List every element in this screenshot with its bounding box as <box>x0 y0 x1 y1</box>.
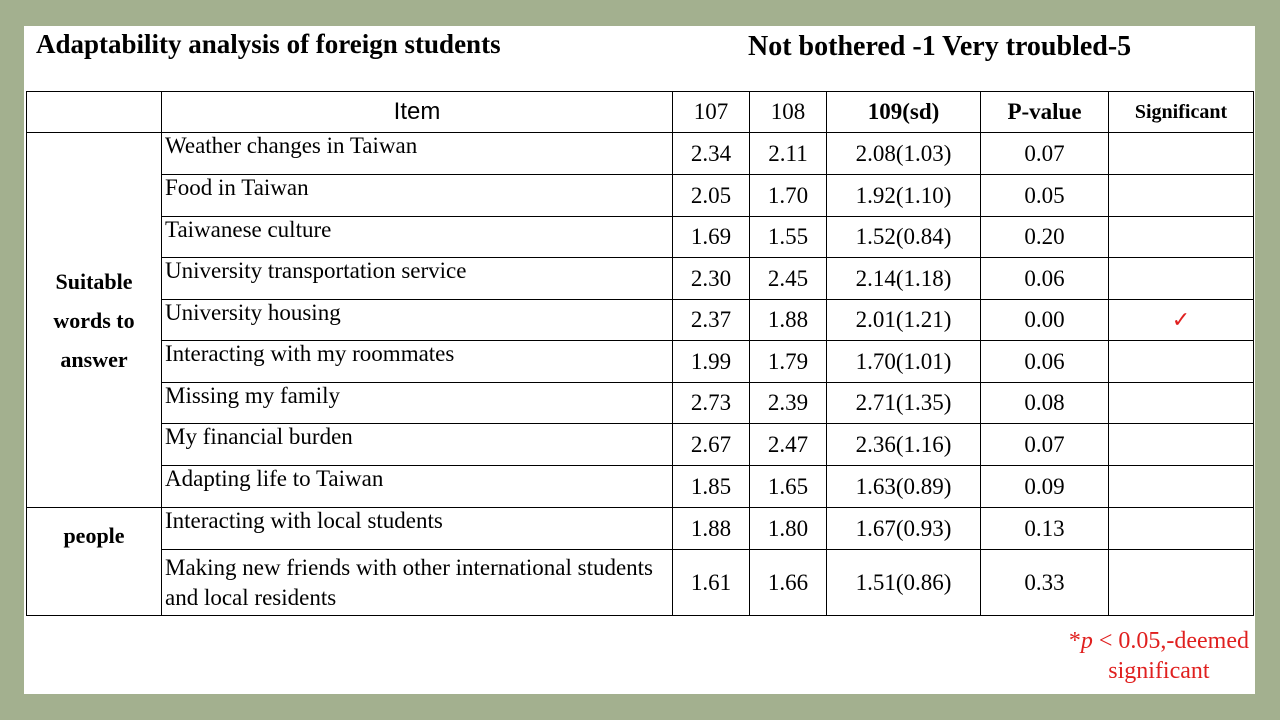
p-value: 0.08 <box>981 383 1109 424</box>
value-108: 2.45 <box>750 258 827 300</box>
header-p-value: P-value <box>981 92 1109 133</box>
table-body <box>27 133 1254 616</box>
value-108: 2.39 <box>750 383 827 424</box>
p-value: 0.13 <box>981 508 1109 550</box>
value-109: 1.51(0.86) <box>827 550 981 616</box>
item-cell: Weather changes in Taiwan <box>162 133 673 175</box>
value-109: 2.08(1.03) <box>827 133 981 175</box>
value-109: 2.14(1.18) <box>827 258 981 300</box>
value-108: 1.55 <box>750 217 827 258</box>
table-row <box>27 466 1254 508</box>
table-row <box>27 341 1254 383</box>
footnote <box>1069 626 1249 686</box>
value-109: 1.70(1.01) <box>827 341 981 383</box>
table-row <box>27 133 1254 175</box>
p-value: 0.06 <box>981 341 1109 383</box>
table-row <box>27 217 1254 258</box>
footnote-line-1 <box>1069 626 1249 656</box>
p-value: 0.00 <box>981 300 1109 341</box>
value-107: 2.34 <box>673 133 750 175</box>
footnote-p: p <box>1080 628 1093 654</box>
p-value: 0.09 <box>981 466 1109 508</box>
value-108: 2.47 <box>750 424 827 466</box>
value-108: 1.70 <box>750 175 827 217</box>
group-label: people <box>27 508 162 616</box>
value-107: 2.73 <box>673 383 750 424</box>
item-cell: My financial burden <box>162 424 673 466</box>
footnote-rest: < 0.05,-deemed <box>1092 628 1249 654</box>
header-row <box>27 92 1254 133</box>
results-table <box>26 91 1254 616</box>
p-value: 0.20 <box>981 217 1109 258</box>
value-107: 2.30 <box>673 258 750 300</box>
header-item: Item <box>162 92 673 133</box>
value-109: 1.63(0.89) <box>827 466 981 508</box>
group-label: Suitable words to answer <box>27 133 162 508</box>
item-cell: Interacting with local students <box>162 508 673 550</box>
table-row <box>27 258 1254 300</box>
table-row <box>27 424 1254 466</box>
item-cell: Making new friends with other international students and local residents <box>162 550 673 616</box>
p-value: 0.06 <box>981 258 1109 300</box>
header-empty <box>27 92 162 133</box>
value-108: 1.79 <box>750 341 827 383</box>
value-107: 1.61 <box>673 550 750 616</box>
value-107: 2.05 <box>673 175 750 217</box>
value-108: 2.11 <box>750 133 827 175</box>
value-108: 1.88 <box>750 300 827 341</box>
table-row <box>27 508 1254 550</box>
table-row <box>27 383 1254 424</box>
value-107: 2.67 <box>673 424 750 466</box>
significant-mark: ✓ <box>1109 300 1254 341</box>
table-row <box>27 175 1254 217</box>
value-107: 1.88 <box>673 508 750 550</box>
item-cell: Adapting life to Taiwan <box>162 466 673 508</box>
value-107: 1.85 <box>673 466 750 508</box>
header-108: 108 <box>750 92 827 133</box>
item-cell: Interacting with my roommates <box>162 341 673 383</box>
scale-label: Not bothered -1 Very troubled-5 <box>748 31 1132 62</box>
item-cell: Food in Taiwan <box>162 175 673 217</box>
significant-mark <box>1109 466 1254 508</box>
item-cell: Taiwanese culture <box>162 217 673 258</box>
table-row <box>27 550 1254 616</box>
value-108: 1.66 <box>750 550 827 616</box>
significant-mark <box>1109 424 1254 466</box>
significant-mark <box>1109 175 1254 217</box>
footnote-prefix: * <box>1068 628 1081 654</box>
value-109: 1.52(0.84) <box>827 217 981 258</box>
value-109: 1.67(0.93) <box>827 508 981 550</box>
value-108: 1.80 <box>750 508 827 550</box>
value-109: 2.36(1.16) <box>827 424 981 466</box>
header-109: 109(sd) <box>827 92 981 133</box>
footnote-line-2: significant <box>1108 658 1210 684</box>
significant-mark <box>1109 383 1254 424</box>
value-109: 2.01(1.21) <box>827 300 981 341</box>
header-significant: Significant <box>1109 92 1254 133</box>
value-107: 2.37 <box>673 300 750 341</box>
item-cell: University transportation service <box>162 258 673 300</box>
p-value: 0.33 <box>981 550 1109 616</box>
p-value: 0.07 <box>981 424 1109 466</box>
header-107: 107 <box>673 92 750 133</box>
significant-mark <box>1109 133 1254 175</box>
table-row <box>27 300 1254 341</box>
significant-mark <box>1109 508 1254 550</box>
value-108: 1.65 <box>750 466 827 508</box>
value-109: 1.92(1.10) <box>827 175 981 217</box>
significant-mark <box>1109 217 1254 258</box>
slide <box>24 26 1255 694</box>
value-107: 1.99 <box>673 341 750 383</box>
p-value: 0.07 <box>981 133 1109 175</box>
page-title: Adaptability analysis of foreign students <box>36 29 501 59</box>
significant-mark <box>1109 341 1254 383</box>
p-value: 0.05 <box>981 175 1109 217</box>
item-cell: University housing <box>162 300 673 341</box>
item-cell: Missing my family <box>162 383 673 424</box>
value-107: 1.69 <box>673 217 750 258</box>
significant-mark <box>1109 550 1254 616</box>
significant-mark <box>1109 258 1254 300</box>
value-109: 2.71(1.35) <box>827 383 981 424</box>
